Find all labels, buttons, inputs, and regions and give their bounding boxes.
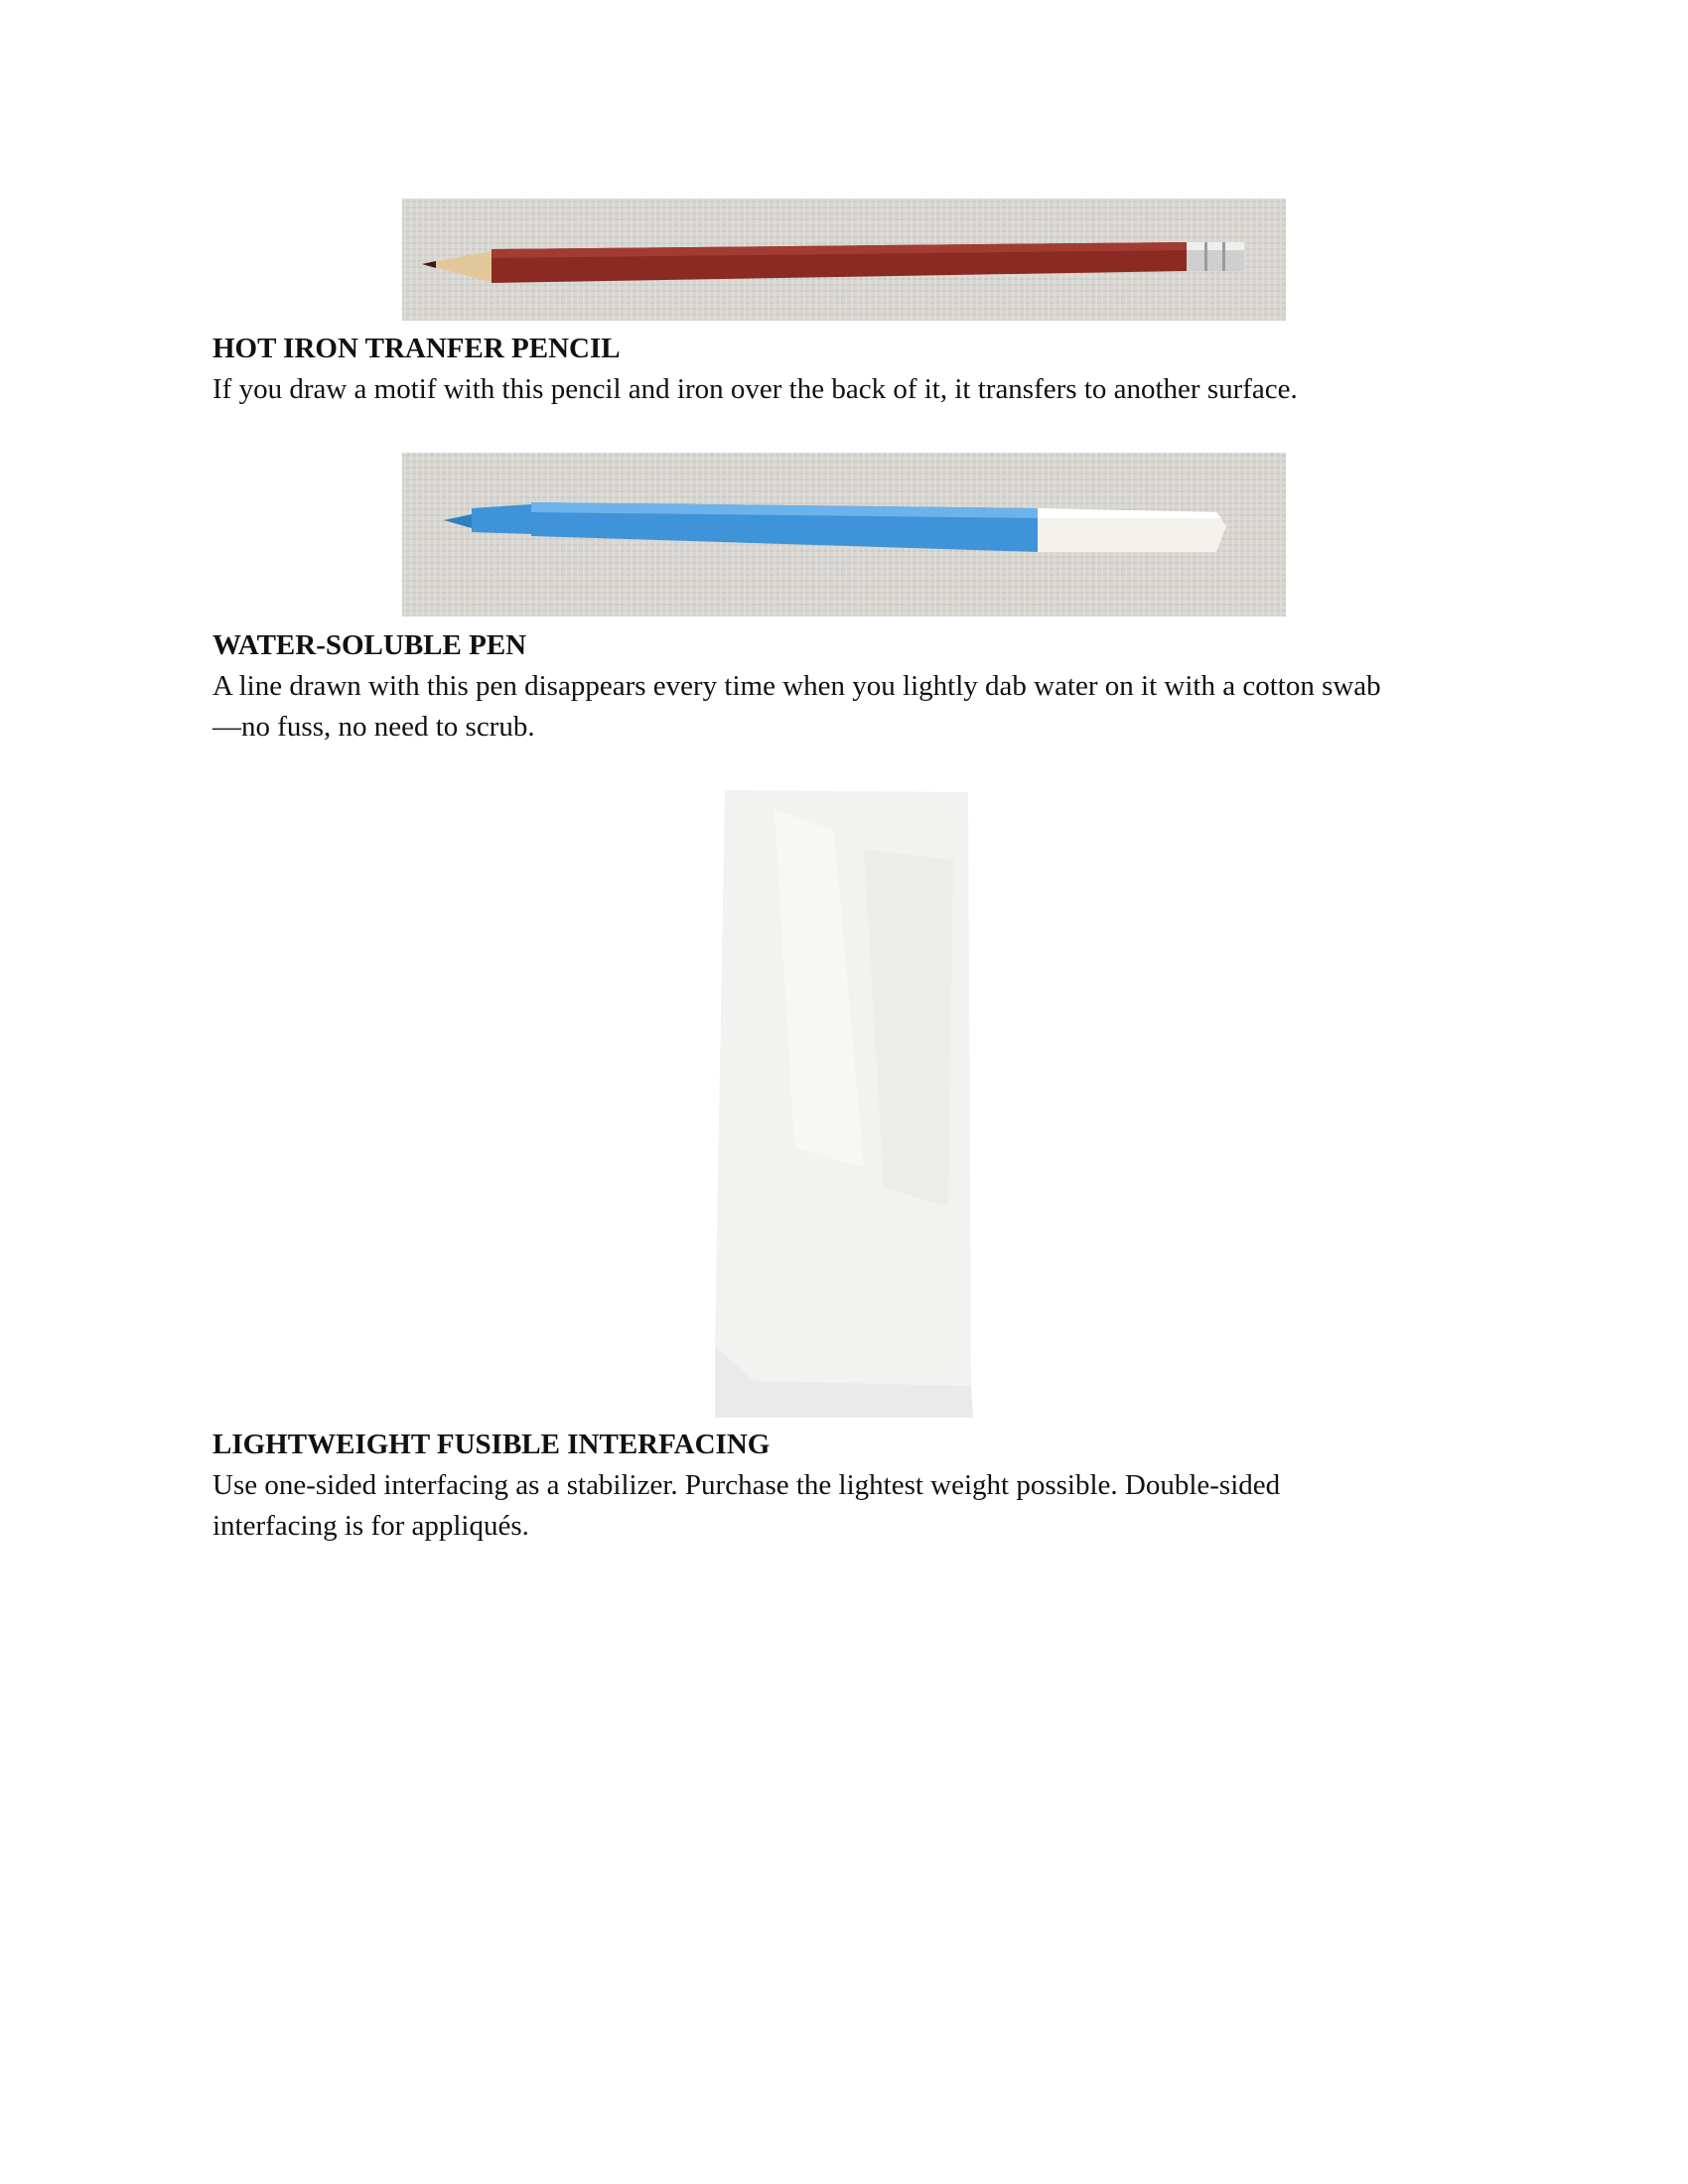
water-soluble-pen-photo	[402, 453, 1286, 616]
description-line: interfacing is for appliqués.	[212, 1510, 529, 1542]
item-description	[212, 369, 1503, 410]
item-description	[212, 666, 1503, 748]
item-title: HOT IRON TRANFER PENCIL	[212, 333, 621, 364]
item-description	[212, 1465, 1503, 1547]
description-line: Use one-sided interfacing as a stabilizer. Purchase the lightest weight possible. Double-sided	[212, 1469, 1281, 1501]
description-line: If you draw a motif with this pencil and iron over the back of it, it transfers to another surface.	[212, 373, 1298, 405]
item-title: LIGHTWEIGHT FUSIBLE INTERFACING	[212, 1429, 771, 1460]
description-line: A line drawn with this pen disappears every time when you lightly dab water on it with a cotton swab	[212, 670, 1381, 702]
item-title: WATER-SOLUBLE PEN	[212, 629, 527, 661]
fusible-interfacing-photo	[715, 790, 973, 1418]
description-line: —no fuss, no need to scrub.	[212, 711, 535, 743]
transfer-pencil-photo	[402, 199, 1286, 321]
